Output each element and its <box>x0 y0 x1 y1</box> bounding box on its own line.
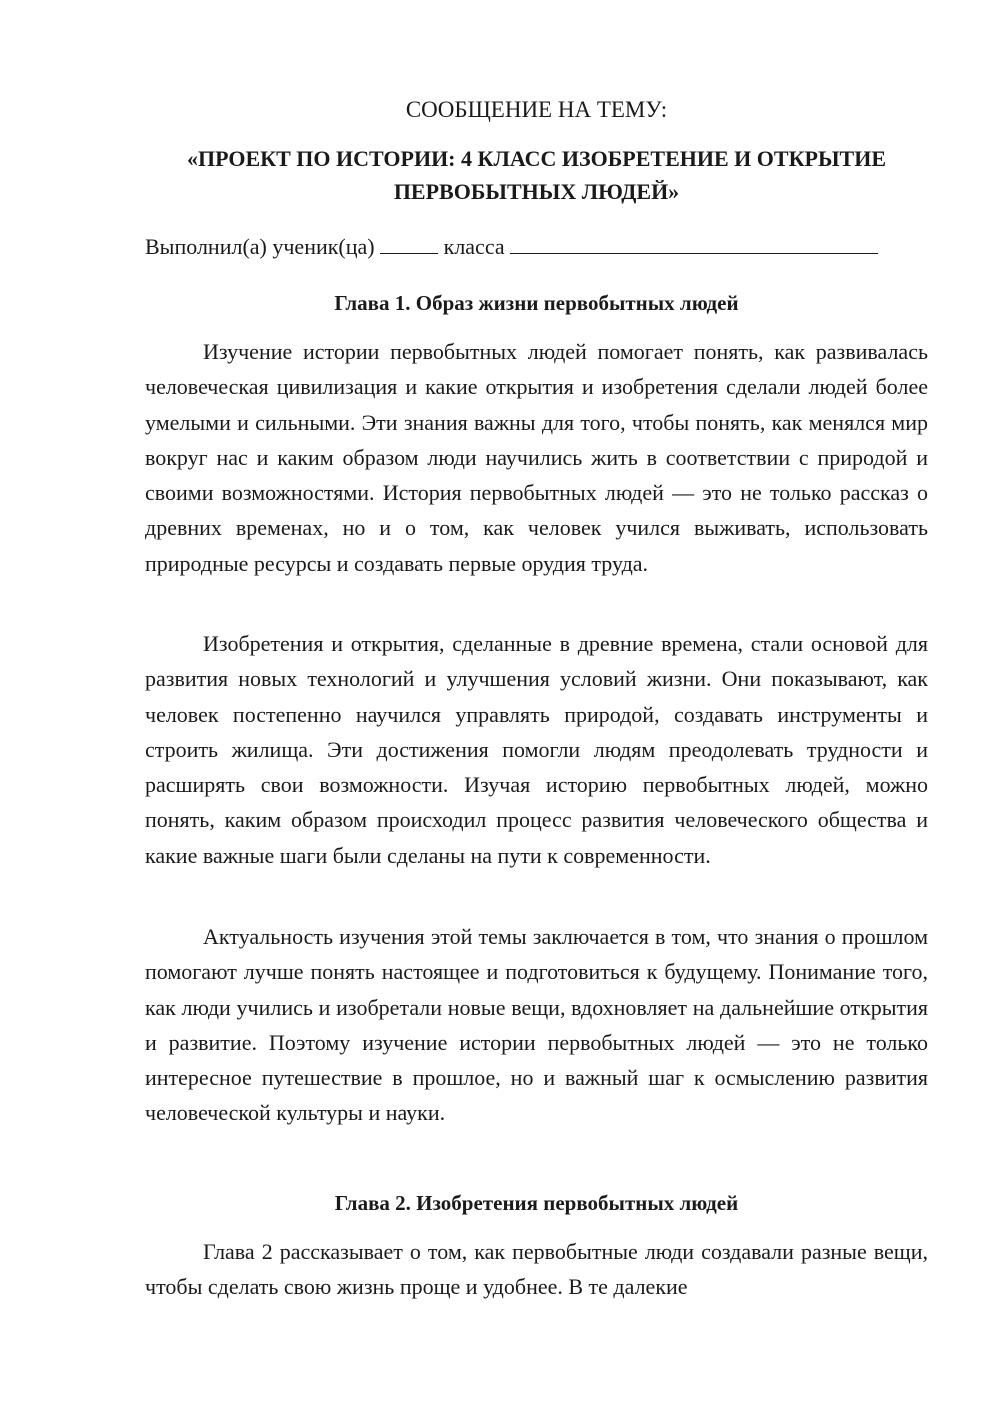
chapter-1-paragraph-2: Изобретения и открытия, сделанные в древние времена, стали основой для развития новых технологий и улучшения условий жизни. Они показывают, как человек постепенно научился управлять природой, создавать инструменты и строить жилища. Эти достижения помогли людям преодолевать трудности и расширять свои возможности. Изучая историю первобытных людей, можно понять, каким образом происходил процесс развития человеческого общества и какие важные шаги были сделаны на пути к современности. <box>145 631 928 868</box>
student-name-blank-field <box>510 235 878 254</box>
chapter-2-title: Глава 2. Изобретения первобытных людей <box>334 1191 739 1215</box>
chapter-1-paragraph-3: Актуальность изучения этой темы заключается в том, что знания о прошлом помогают лучше понять настоящее и подготовиться к будущему. Понимание того, как люди учились и изобретали новые вещи, вдохновляет на дальнейшие открытия и развитие. Поэтому изучение истории первобытных людей — это не только интересное путешествие в прошлое, но и важный шаг к осмыслению развития человеческой культуры и науки. <box>145 924 928 1126</box>
chapter-1-title: Глава 1. Образ жизни первобытных людей <box>334 291 739 315</box>
performed-by-line <box>145 233 928 261</box>
chapter-2-paragraph-1: Глава 2 рассказывает о том, как первобытные люди создавали разные вещи, чтобы сделать свою жизнь проще и удобнее. В те далекие <box>145 1239 928 1300</box>
document-title-line-1: «ПРОЕКТ ПО ИСТОРИИ: 4 КЛАСС ИЗОБРЕТЕНИЕ И ОТКРЫТИЕ <box>186 146 887 171</box>
chapter-1-paragraph-1: Изучение истории первобытных людей помогает понять, как развивалась человеческая цивилизация и какие открытия и изобретения сделали людей более умелыми и сильными. Эти знания важны для того, чтобы понять, как менялся мир вокруг нас и каким образом люди научились жить в соответствии с природой и своими возможностями. История первобытных людей — это не только рассказ о древних временах, но и о том, как человек учился выживать, использовать природные ресурсы и создавать первые орудия труда. <box>145 339 928 576</box>
document-title-line-2: ПЕРВОБЫТНЫХ ЛЮДЕЙ» <box>393 179 680 204</box>
performed-by-label: Выполнил(а) ученик(ца) <box>145 234 375 259</box>
grade-blank-field <box>380 235 438 254</box>
class-label: класса <box>443 234 505 259</box>
document-header: СООБЩЕНИЕ НА ТЕМУ: <box>405 97 668 122</box>
